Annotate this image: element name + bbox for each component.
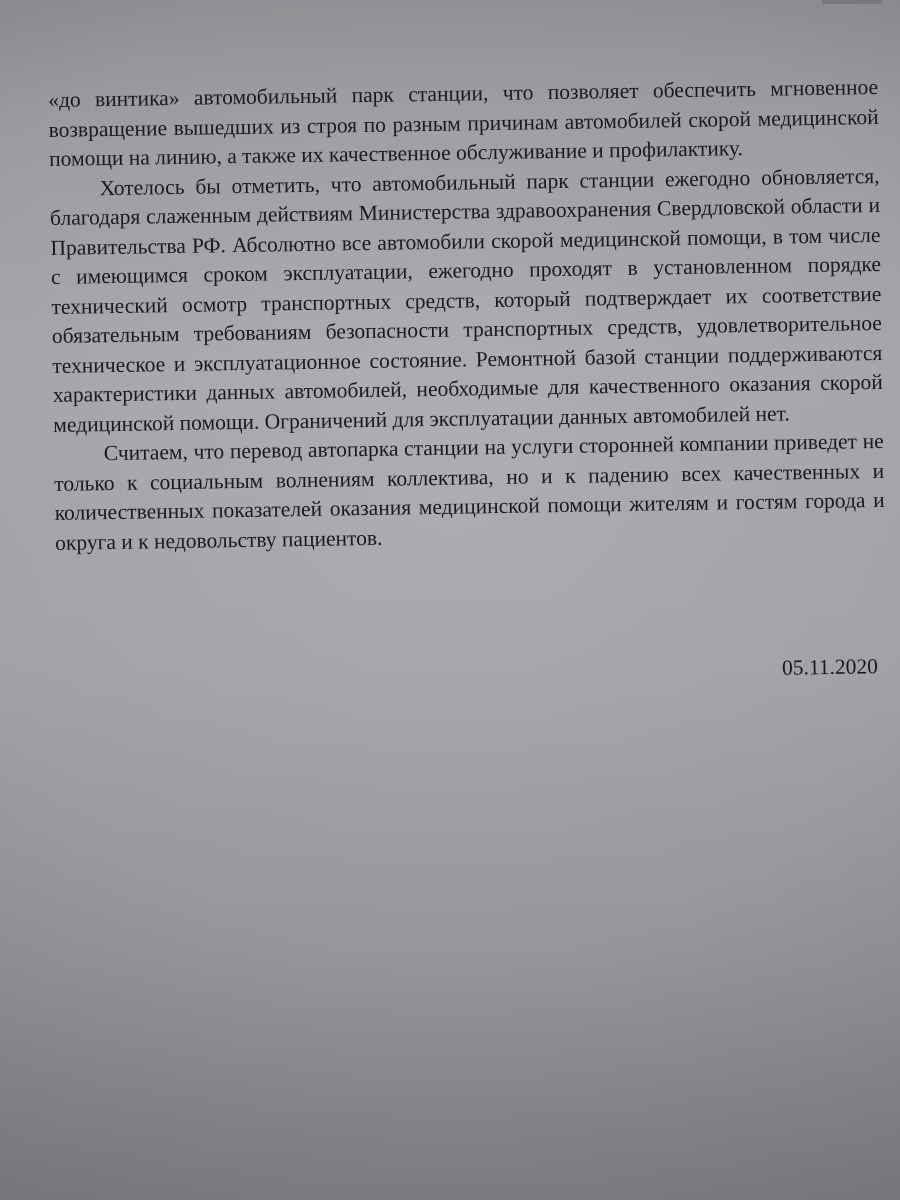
paragraph-continuation: «до винтика» автомобильный парк станции, что позволяет обеспечить мгновенное возвращение вышедших из строя по разным причинам автомобилей скорой медицинской помощи на линию, а также их качественное обслуживание и профилактику. — [48, 74, 879, 171]
letter-body — [48, 73, 885, 558]
paragraph-conclusion: Считаем, что перевод автопарка станции на услуги сторонней компании приведет не только к социальным волнениям коллектива, но и к падению всех качественных и количественных показателей оказания медицинской помощи жителям и гостям города и округа и к недовольству пациентов. — [54, 428, 885, 555]
document-date: 05.11.2020 — [781, 654, 879, 680]
paragraph-fleet-renewal: Хотелось бы отметить, что автомобильный парк станции ежегодно обновляется, благодаря слаженным действиям Министерства здравоохранения Свердловской области и Правительства РФ. Абсолютно все автомобили скорой медицинской помощи, в том числе с имеющимся сроком эксплуатации, ежегодно проходят в установленном порядке технический осмотр транспортных средств, который подтверждает их соответствие обязательным требованиям безопасности транспортных средств, удовлетворительное техническое и эксплуатационное состояние. Ремонтной базой станции поддерживаются характеристики данных автомобилей, необходимые для качественного оказания скорой медицинской помощи. Ограничений для эксплуатации данных автомобилей нет. — [49, 163, 883, 437]
page-edge-mark — [822, 0, 882, 4]
